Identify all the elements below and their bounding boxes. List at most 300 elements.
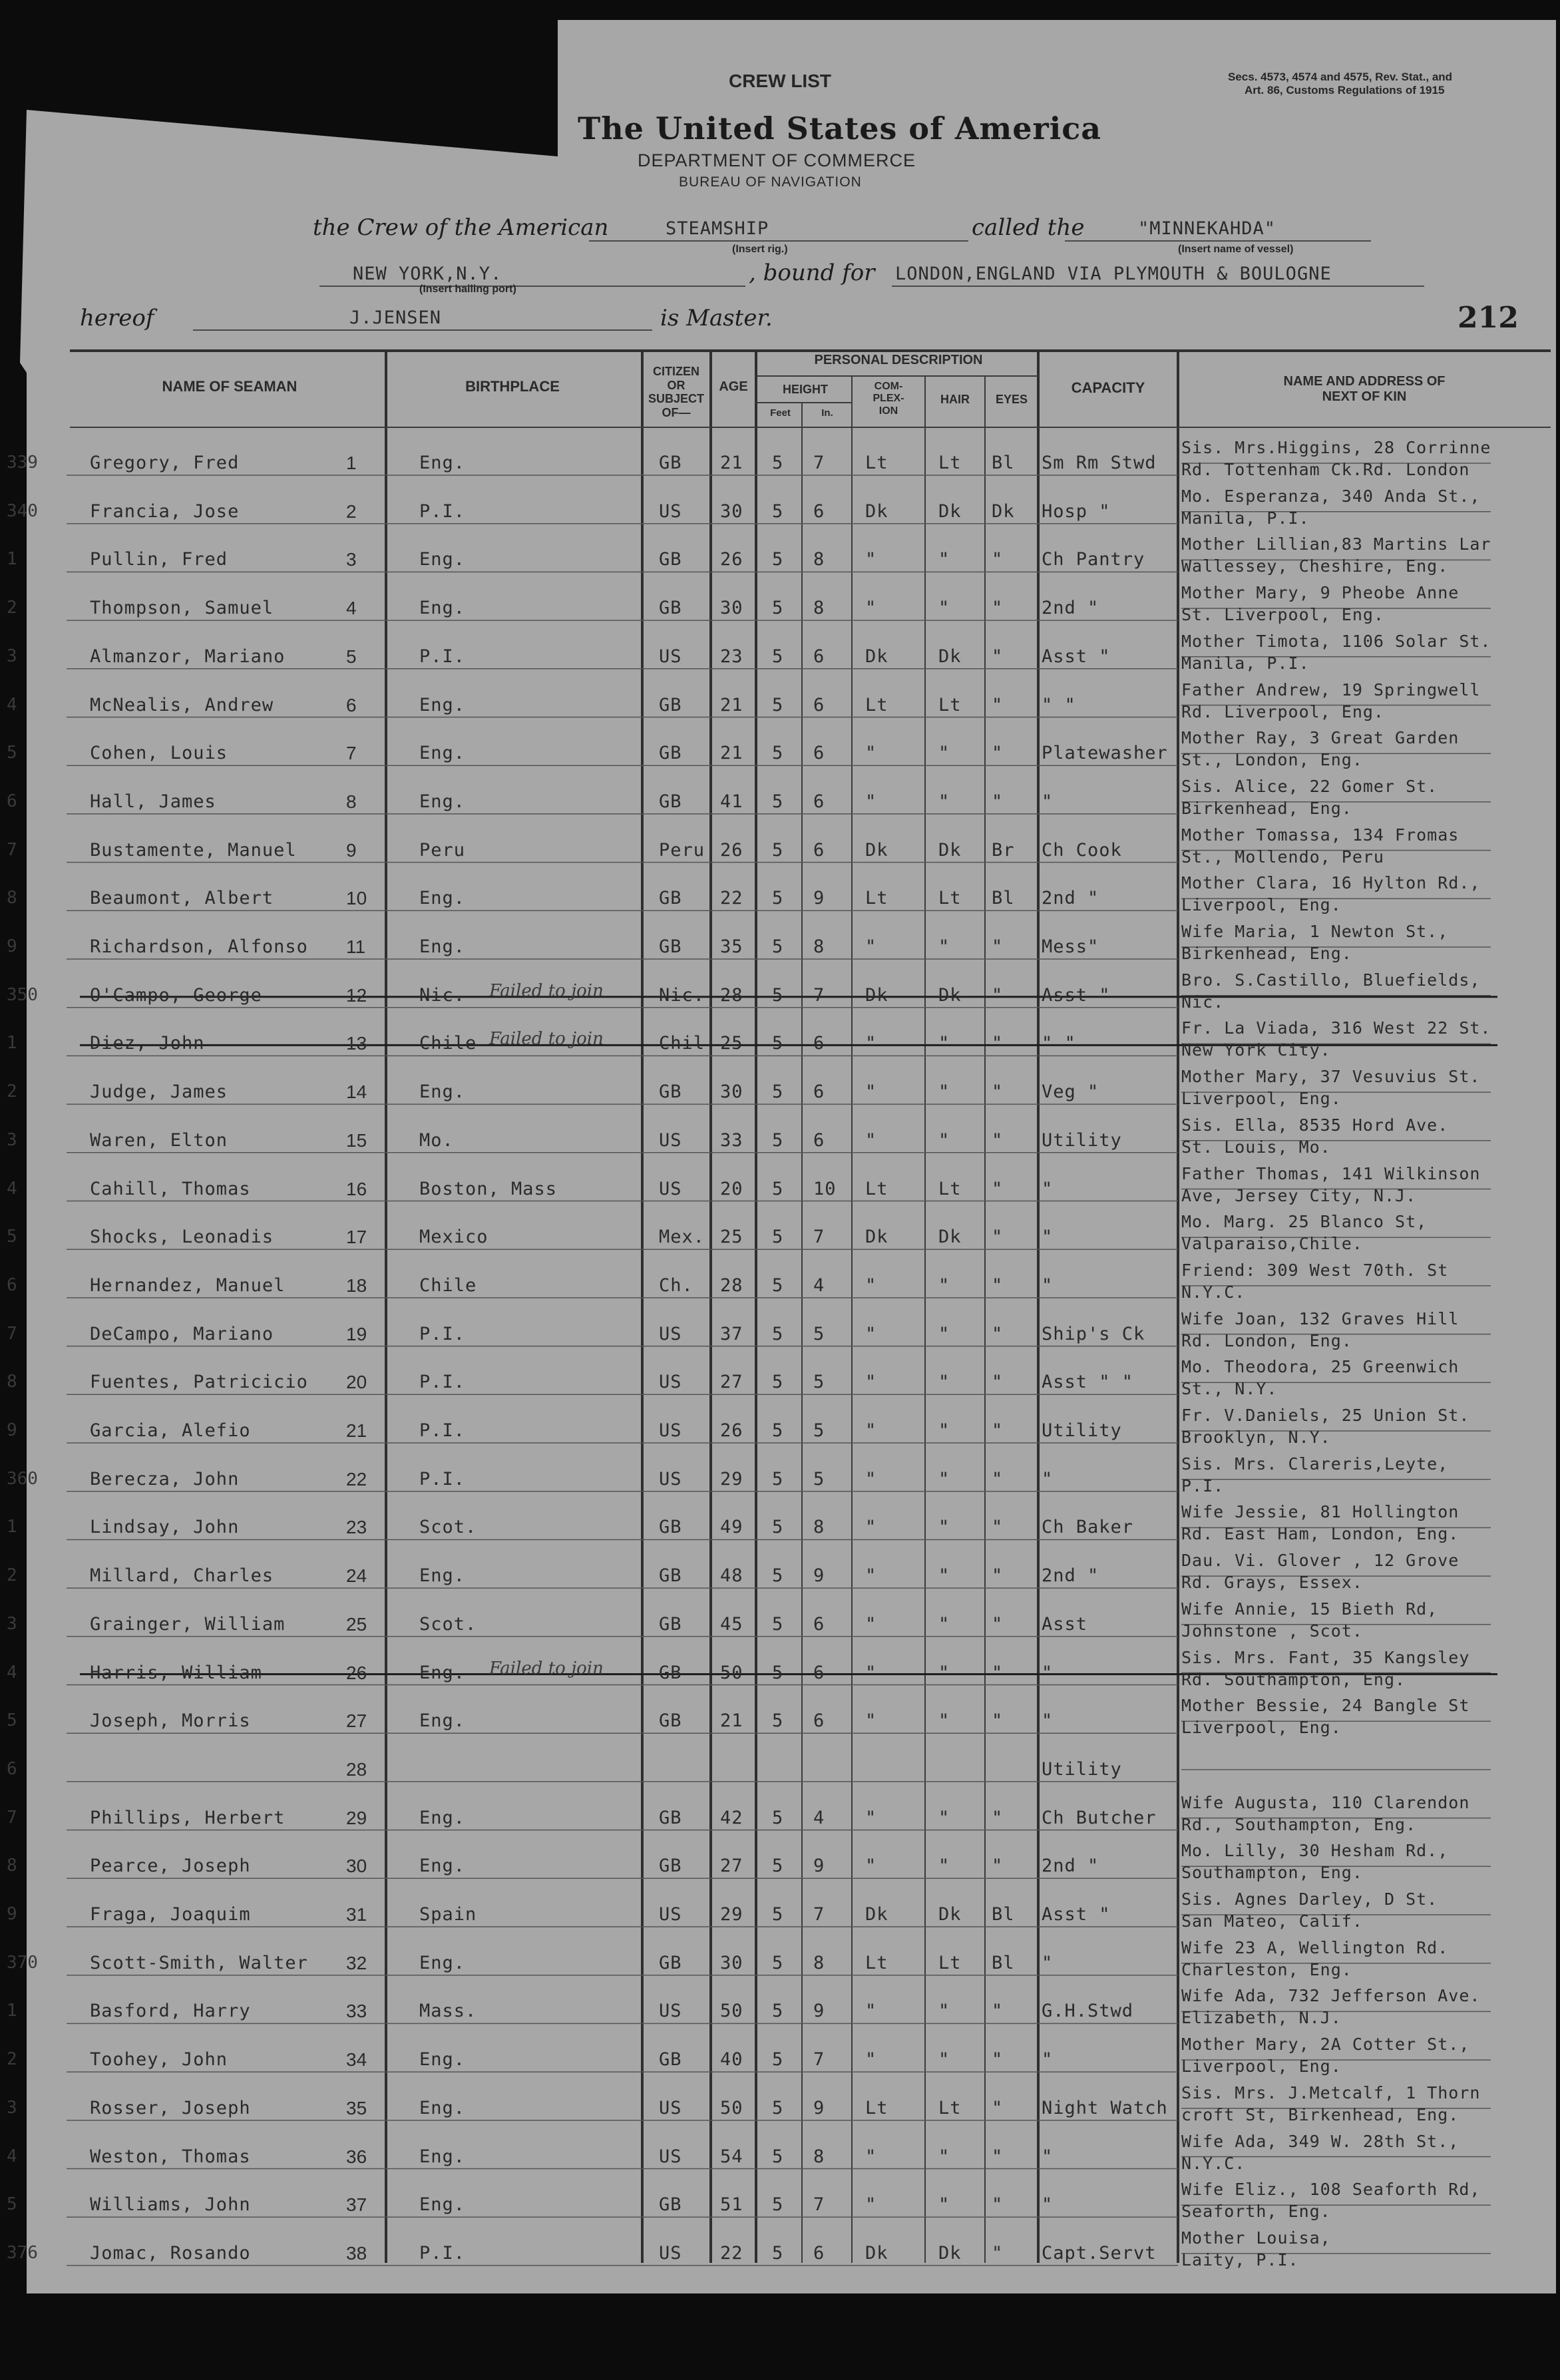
line-number: 6 bbox=[346, 694, 357, 715]
birthplace: Eng. bbox=[419, 743, 466, 764]
complexion: " bbox=[865, 549, 877, 570]
line-number: 35 bbox=[346, 2097, 367, 2118]
col-age: AGE bbox=[719, 379, 748, 394]
line-number: 29 bbox=[346, 1807, 367, 1828]
age: 28 bbox=[720, 1275, 743, 1296]
eyes: " bbox=[992, 936, 1004, 957]
age: 27 bbox=[720, 1372, 743, 1393]
seaman-name: Millard, Charles bbox=[90, 1565, 274, 1587]
complexion: " bbox=[865, 1565, 877, 1587]
height-inches: 6 bbox=[813, 1613, 825, 1635]
height-inches: 6 bbox=[813, 1033, 825, 1054]
height-inches: 8 bbox=[813, 1952, 825, 1973]
capacity: Sm Rm Stwd bbox=[1042, 453, 1157, 473]
eyes: " bbox=[992, 1082, 1004, 1103]
master-name: J.JENSEN bbox=[349, 307, 442, 328]
hair: Lt bbox=[938, 453, 962, 473]
citizenship: GB bbox=[659, 1082, 682, 1103]
hair: " bbox=[938, 1372, 950, 1393]
row-index: 5 bbox=[7, 1710, 17, 1731]
capacity: " bbox=[1042, 2194, 1054, 2216]
capacity: Ch Cook bbox=[1042, 839, 1122, 861]
capacity: Platewasher bbox=[1042, 743, 1168, 764]
citizenship: US bbox=[659, 2001, 682, 2022]
citizenship: GB bbox=[659, 743, 682, 764]
line-number: 11 bbox=[346, 936, 366, 957]
line-number: 25 bbox=[346, 1613, 367, 1635]
hair: " bbox=[938, 1468, 950, 1489]
citizenship: Peru bbox=[659, 839, 705, 861]
height-feet: 5 bbox=[772, 1565, 784, 1587]
hair: " bbox=[938, 2001, 950, 2022]
row-index: 360 bbox=[7, 1468, 38, 1489]
height-feet: 5 bbox=[772, 1372, 784, 1393]
capacity: " bbox=[1042, 1275, 1054, 1296]
line-number: 23 bbox=[346, 1517, 367, 1538]
row-index: 8 bbox=[7, 888, 17, 908]
eyes: Bl bbox=[992, 1904, 1015, 1925]
next-of-kin-line-2: Rd. London, Eng. bbox=[1181, 1330, 1352, 1350]
birthplace: Mo. bbox=[419, 1129, 454, 1151]
hair: Lt bbox=[938, 2097, 962, 2118]
birthplace: Spain bbox=[419, 1904, 477, 1925]
height-feet: 5 bbox=[772, 694, 784, 715]
eyes: Dk bbox=[992, 500, 1015, 522]
capacity: Asst bbox=[1042, 1613, 1088, 1635]
height-feet: 5 bbox=[772, 1275, 784, 1296]
citizenship: US bbox=[659, 1178, 682, 1199]
eyes: " bbox=[992, 2049, 1004, 2071]
line-number: 10 bbox=[346, 888, 367, 909]
seaman-name: Diez, John bbox=[90, 1033, 205, 1054]
capacity: " bbox=[1042, 1227, 1054, 1248]
eyes: " bbox=[992, 2097, 1004, 2118]
height-feet: 5 bbox=[772, 1856, 784, 1877]
height-inches: 5 bbox=[813, 1323, 825, 1344]
complexion: Dk bbox=[865, 839, 888, 861]
capacity: Capt.Servt bbox=[1042, 2242, 1157, 2264]
next-of-kin-line-1: Father Andrew, 19 Springwell bbox=[1181, 680, 1481, 699]
hair: Dk bbox=[938, 839, 962, 861]
age: 37 bbox=[720, 1323, 743, 1344]
age: 35 bbox=[720, 936, 743, 957]
age: 49 bbox=[720, 1517, 743, 1538]
height-inches: 4 bbox=[813, 1275, 825, 1296]
capacity: " bbox=[1042, 1178, 1054, 1199]
citizenship: Ch. bbox=[659, 1275, 693, 1296]
row-index: 5 bbox=[7, 1227, 17, 1247]
eyes: " bbox=[992, 1856, 1004, 1877]
line-number: 37 bbox=[346, 2194, 367, 2216]
row-index: 376 bbox=[7, 2242, 38, 2263]
hair: " bbox=[938, 1033, 950, 1054]
eyes: " bbox=[992, 1613, 1004, 1635]
complexion: Lt bbox=[865, 1952, 888, 1973]
complexion: Lt bbox=[865, 453, 888, 473]
seaman-name: Harris, William bbox=[90, 1662, 262, 1683]
next-of-kin-line-1: Bro. S.Castillo, Bluefields, bbox=[1181, 970, 1481, 990]
eyes: " bbox=[992, 1323, 1004, 1344]
height-inches: 8 bbox=[813, 598, 825, 619]
birthplace: Eng. bbox=[419, 2097, 466, 2118]
eyes: " bbox=[992, 1227, 1004, 1248]
next-of-kin-line-2: Wallessey, Cheshire, Eng. bbox=[1181, 556, 1449, 576]
hair: " bbox=[938, 549, 950, 570]
capacity: " bbox=[1042, 1662, 1054, 1683]
hair: " bbox=[938, 1323, 950, 1344]
statute-reference-line-2: Art. 86, Customs Regulations of 1915 bbox=[1245, 84, 1445, 97]
seaman-name: Pearce, Joseph bbox=[90, 1856, 251, 1877]
height-feet: 5 bbox=[772, 1227, 784, 1248]
capacity: Asst " bbox=[1042, 1904, 1111, 1925]
line-number: 30 bbox=[346, 1856, 367, 1877]
height-inches: 6 bbox=[813, 743, 825, 764]
capacity: Asst " bbox=[1042, 984, 1111, 1006]
line-number: 21 bbox=[346, 1420, 367, 1441]
eyes: " bbox=[992, 984, 1004, 1006]
age: 50 bbox=[720, 2001, 743, 2022]
citizenship: US bbox=[659, 500, 682, 522]
eyes: " bbox=[992, 2194, 1004, 2216]
eyes: " bbox=[992, 1662, 1004, 1683]
next-of-kin-line-2: Birkenhead, Eng. bbox=[1181, 798, 1352, 818]
height-feet: 5 bbox=[772, 791, 784, 812]
complexion: " bbox=[865, 936, 877, 957]
eyes: " bbox=[992, 1129, 1004, 1151]
row-index: 4 bbox=[7, 1178, 17, 1199]
next-of-kin-line-2: Rd. Southampton, Eng. bbox=[1181, 1669, 1406, 1689]
seaman-name: Rosser, Joseph bbox=[90, 2097, 251, 2118]
next-of-kin-line-1: Mo. Esperanza, 340 Anda St., bbox=[1181, 486, 1481, 506]
height-inches: 6 bbox=[813, 1129, 825, 1151]
eyes: " bbox=[992, 549, 1004, 570]
hair: " bbox=[938, 1517, 950, 1538]
eyes: " bbox=[992, 1468, 1004, 1489]
hair: " bbox=[938, 598, 950, 619]
capacity: Ship's Ck bbox=[1042, 1323, 1145, 1344]
row-index: 6 bbox=[7, 1758, 17, 1779]
row-index: 7 bbox=[7, 839, 17, 860]
height-feet: 5 bbox=[772, 1129, 784, 1151]
row-index: 9 bbox=[7, 1904, 17, 1924]
citizenship: US bbox=[659, 1129, 682, 1151]
hair: " bbox=[938, 743, 950, 764]
height-inches: 6 bbox=[813, 2242, 825, 2264]
row-index: 9 bbox=[7, 936, 17, 956]
height-inches: 7 bbox=[813, 1904, 825, 1925]
complexion: Dk bbox=[865, 1904, 888, 1925]
next-of-kin-line-1: Sis. Agnes Darley, D St. bbox=[1181, 1889, 1438, 1909]
age: 50 bbox=[720, 2097, 743, 2118]
next-of-kin-line-1: Sis. Ella, 8535 Hord Ave. bbox=[1181, 1115, 1449, 1135]
eyes: " bbox=[992, 2242, 1004, 2264]
next-of-kin-line-2: St. Liverpool, Eng. bbox=[1181, 605, 1384, 625]
height-inches: 9 bbox=[813, 888, 825, 909]
height-feet: 5 bbox=[772, 2001, 784, 2022]
birthplace: Mexico bbox=[419, 1227, 488, 1248]
seaman-name: Hernandez, Manuel bbox=[90, 1275, 286, 1296]
height-feet: 5 bbox=[772, 1082, 784, 1103]
birthplace: Chile bbox=[419, 1275, 477, 1296]
next-of-kin-line-1: Mother Clara, 16 Hylton Rd., bbox=[1181, 873, 1481, 893]
seaman-name: Waren, Elton bbox=[90, 1129, 228, 1151]
row-index: 3 bbox=[7, 646, 17, 666]
row-index: 4 bbox=[7, 2146, 17, 2166]
age: 26 bbox=[720, 1420, 743, 1441]
hair: " bbox=[938, 1565, 950, 1587]
citizenship: GB bbox=[659, 936, 682, 957]
next-of-kin-line-2: Rd. East Ham, London, Eng. bbox=[1181, 1524, 1460, 1544]
line-number: 31 bbox=[346, 1904, 367, 1925]
capacity: " " bbox=[1042, 1033, 1076, 1054]
complexion: Dk bbox=[865, 500, 888, 522]
seaman-name: Francia, Jose bbox=[90, 500, 240, 522]
eyes: " bbox=[992, 1710, 1004, 1732]
col-birthplace: BIRTHPLACE bbox=[465, 378, 560, 395]
seaman-name: Thompson, Samuel bbox=[90, 598, 274, 619]
line-number: 38 bbox=[346, 2242, 367, 2264]
col-name-of-seaman: NAME OF SEAMAN bbox=[162, 378, 297, 395]
age: 23 bbox=[720, 646, 743, 667]
birthplace: Eng. bbox=[419, 453, 466, 473]
citizenship: US bbox=[659, 1904, 682, 1925]
complexion: Dk bbox=[865, 646, 888, 667]
line-number: 27 bbox=[346, 1710, 367, 1732]
citizenship: US bbox=[659, 2242, 682, 2264]
complexion: " bbox=[865, 1807, 877, 1828]
complexion: " bbox=[865, 1082, 877, 1103]
row-index: 3 bbox=[7, 2097, 17, 2118]
age: 20 bbox=[720, 1178, 743, 1199]
next-of-kin-line-2: P.I. bbox=[1181, 1476, 1225, 1495]
seaman-name: McNealis, Andrew bbox=[90, 694, 274, 715]
complexion: Lt bbox=[865, 1178, 888, 1199]
next-of-kin-line-2: Ave, Jersey City, N.J. bbox=[1181, 1185, 1417, 1205]
line-number: 9 bbox=[346, 839, 357, 861]
seaman-name: Cohen, Louis bbox=[90, 743, 228, 764]
age: 30 bbox=[720, 1952, 743, 1973]
rig-hint: (Insert rig.) bbox=[732, 244, 788, 255]
complexion: " bbox=[865, 1468, 877, 1489]
line-number: 7 bbox=[346, 743, 357, 764]
height-inches: 7 bbox=[813, 2194, 825, 2216]
next-of-kin-line-2: Valparaiso,Chile. bbox=[1181, 1234, 1363, 1254]
complexion: " bbox=[865, 1275, 877, 1296]
next-of-kin-line-1: Sis. Mrs. Fant, 35 Kangsley bbox=[1181, 1647, 1470, 1667]
age: 30 bbox=[720, 598, 743, 619]
height-inches: 7 bbox=[813, 2049, 825, 2071]
next-of-kin-line-2: Rd. Grays, Essex. bbox=[1181, 1573, 1363, 1593]
hailing-port-hint: (Insert hailing port) bbox=[419, 284, 516, 295]
complexion: " bbox=[865, 791, 877, 812]
next-of-kin-line-2: St. Louis, Mo. bbox=[1181, 1137, 1331, 1157]
next-of-kin-line-1: Mo. Theodora, 25 Greenwich bbox=[1181, 1357, 1460, 1377]
birthplace: Eng. bbox=[419, 1662, 466, 1683]
row-index: 7 bbox=[7, 1807, 17, 1828]
birthplace: Chile bbox=[419, 1033, 477, 1054]
citizenship: US bbox=[659, 646, 682, 667]
complexion: " bbox=[865, 2049, 877, 2071]
age: 21 bbox=[720, 694, 743, 715]
height-inches: 5 bbox=[813, 1372, 825, 1393]
age: 21 bbox=[720, 1710, 743, 1732]
col-complexion-line-2: PLEX- bbox=[873, 393, 904, 405]
eyes: Bl bbox=[992, 888, 1015, 909]
height-inches: 6 bbox=[813, 1082, 825, 1103]
birthplace: Nic. bbox=[419, 984, 466, 1006]
birthplace: Eng. bbox=[419, 1807, 466, 1828]
line-number: 12 bbox=[346, 984, 367, 1006]
age: 26 bbox=[720, 839, 743, 861]
line-number: 22 bbox=[346, 1468, 367, 1489]
age: 28 bbox=[720, 984, 743, 1006]
complexion: " bbox=[865, 1517, 877, 1538]
next-of-kin-line-1: Mother Timota, 1106 Solar St. bbox=[1181, 631, 1491, 651]
hair: " bbox=[938, 1710, 950, 1732]
next-of-kin-line-1: Mother Bessie, 24 Bangle St bbox=[1181, 1696, 1470, 1716]
next-of-kin-line-1: Wife Jessie, 81 Hollington bbox=[1181, 1502, 1460, 1522]
country-heading: The United States of America bbox=[578, 110, 1102, 146]
next-of-kin-line-1: Father Thomas, 141 Wilkinson bbox=[1181, 1163, 1481, 1183]
col-complexion bbox=[853, 381, 924, 417]
seaman-name: Basford, Harry bbox=[90, 2001, 251, 2022]
hair: Dk bbox=[938, 500, 962, 522]
height-inches: 8 bbox=[813, 936, 825, 957]
age: 26 bbox=[720, 549, 743, 570]
capacity: 2nd " bbox=[1042, 1565, 1099, 1587]
height-feet: 5 bbox=[772, 646, 784, 667]
line-number: 2 bbox=[346, 500, 357, 522]
age: 21 bbox=[720, 453, 743, 473]
height-inches: 4 bbox=[813, 1807, 825, 1828]
next-of-kin-line-1: Mo. Lilly, 30 Hesham Rd., bbox=[1181, 1841, 1449, 1861]
next-of-kin-line-2: N.Y.C. bbox=[1181, 2153, 1246, 2173]
complexion: " bbox=[865, 743, 877, 764]
birthplace: P.I. bbox=[419, 2242, 466, 2264]
complexion: Dk bbox=[865, 984, 888, 1006]
col-kin-line-2: NEXT OF KIN bbox=[1322, 389, 1407, 404]
next-of-kin-line-2: N.Y.C. bbox=[1181, 1282, 1246, 1302]
line-number: 14 bbox=[346, 1082, 367, 1103]
height-inches: 6 bbox=[813, 1662, 825, 1683]
next-of-kin-line-1: Wife Ada, 732 Jefferson Ave. bbox=[1181, 1986, 1481, 2006]
col-next-of-kin bbox=[1191, 374, 1537, 405]
citizenship: GB bbox=[659, 549, 682, 570]
height-feet: 5 bbox=[772, 2049, 784, 2071]
height-inches: 7 bbox=[813, 453, 825, 473]
capacity: Hosp " bbox=[1042, 500, 1111, 522]
height-feet: 5 bbox=[772, 549, 784, 570]
birthplace: P.I. bbox=[419, 1420, 466, 1441]
next-of-kin-line-2: Southampton, Eng. bbox=[1181, 1863, 1363, 1883]
eyes: " bbox=[992, 694, 1004, 715]
citizenship: GB bbox=[659, 1952, 682, 1973]
birthplace: Eng. bbox=[419, 2194, 466, 2216]
next-of-kin-line-2: Liverpool, Eng. bbox=[1181, 2057, 1342, 2077]
citizenship: US bbox=[659, 1372, 682, 1393]
eyes: " bbox=[992, 1807, 1004, 1828]
complexion: Lt bbox=[865, 694, 888, 715]
height-feet: 5 bbox=[772, 598, 784, 619]
next-of-kin-line-2: Manila, P.I. bbox=[1181, 653, 1310, 673]
height-inches: 6 bbox=[813, 500, 825, 522]
rig-value: STEAMSHIP bbox=[666, 218, 769, 239]
col-citizen-or-subject bbox=[643, 365, 709, 420]
citizenship: GB bbox=[659, 1565, 682, 1587]
complexion: " bbox=[865, 1613, 877, 1635]
citizenship: US bbox=[659, 1420, 682, 1441]
height-feet: 5 bbox=[772, 453, 784, 473]
hair: Dk bbox=[938, 1227, 962, 1248]
next-of-kin-line-1: Mother Ray, 3 Great Garden bbox=[1181, 728, 1460, 748]
department-heading: DEPARTMENT OF COMMERCE bbox=[638, 150, 916, 170]
birthplace: Eng. bbox=[419, 888, 466, 909]
birthplace: Scot. bbox=[419, 1613, 477, 1635]
hair: Dk bbox=[938, 984, 962, 1006]
line-number: 24 bbox=[346, 1565, 367, 1587]
hair: " bbox=[938, 1856, 950, 1877]
capacity: Ch Pantry bbox=[1042, 549, 1145, 570]
line-number: 20 bbox=[346, 1372, 367, 1393]
citizenship: GB bbox=[659, 888, 682, 909]
birthplace: Eng. bbox=[419, 2049, 466, 2071]
eyes: Br bbox=[992, 839, 1015, 861]
birthplace: Scot. bbox=[419, 1517, 477, 1538]
age: 29 bbox=[720, 1904, 743, 1925]
citizenship: GB bbox=[659, 598, 682, 619]
height-feet: 5 bbox=[772, 1517, 784, 1538]
capacity: 2nd " bbox=[1042, 598, 1099, 619]
height-feet: 5 bbox=[772, 1904, 784, 1925]
next-of-kin-line-1: Sis. Mrs. J.Metcalf, 1 Thorn bbox=[1181, 2082, 1481, 2102]
hair: " bbox=[938, 2049, 950, 2071]
birthplace: Eng. bbox=[419, 598, 466, 619]
age: 22 bbox=[720, 2242, 743, 2264]
complexion: Dk bbox=[865, 2242, 888, 2264]
citizenship: GB bbox=[659, 1662, 682, 1683]
row-index: 8 bbox=[7, 1856, 17, 1876]
height-feet: 5 bbox=[772, 1952, 784, 1973]
whereof-label: hereof bbox=[80, 305, 154, 331]
hair: " bbox=[938, 936, 950, 957]
col-or-line: OR bbox=[667, 378, 685, 392]
capacity: Ch Butcher bbox=[1042, 1807, 1157, 1828]
seaman-name: Gregory, Fred bbox=[90, 453, 240, 473]
next-of-kin-line-2: San Mateo, Calif. bbox=[1181, 1911, 1363, 1931]
age: 42 bbox=[720, 1807, 743, 1828]
line-number: 36 bbox=[346, 2146, 367, 2167]
complexion: Lt bbox=[865, 888, 888, 909]
birthplace: P.I. bbox=[419, 500, 466, 522]
hair: " bbox=[938, 1275, 950, 1296]
capacity: Utility bbox=[1042, 1420, 1122, 1441]
hair: " bbox=[938, 1129, 950, 1151]
next-of-kin-line-2: St., London, Eng. bbox=[1181, 750, 1363, 770]
next-of-kin-line-1: Fr. La Viada, 316 West 22 St. bbox=[1181, 1018, 1491, 1038]
row-index: 6 bbox=[7, 1275, 17, 1295]
seaman-name: Jomac, Rosando bbox=[90, 2242, 251, 2264]
handwritten-annotation: Failed to join bbox=[489, 1658, 604, 1679]
complexion: " bbox=[865, 1372, 877, 1393]
col-eyes: EYES bbox=[995, 393, 1028, 406]
eyes: " bbox=[992, 646, 1004, 667]
col-height: HEIGHT bbox=[782, 383, 828, 396]
hair: Lt bbox=[938, 1952, 962, 1973]
capacity: " bbox=[1042, 791, 1054, 812]
height-feet: 5 bbox=[772, 1323, 784, 1344]
age: 30 bbox=[720, 1082, 743, 1103]
next-of-kin-line-1: Sis. Mrs. Clareris,Leyte, bbox=[1181, 1454, 1449, 1474]
